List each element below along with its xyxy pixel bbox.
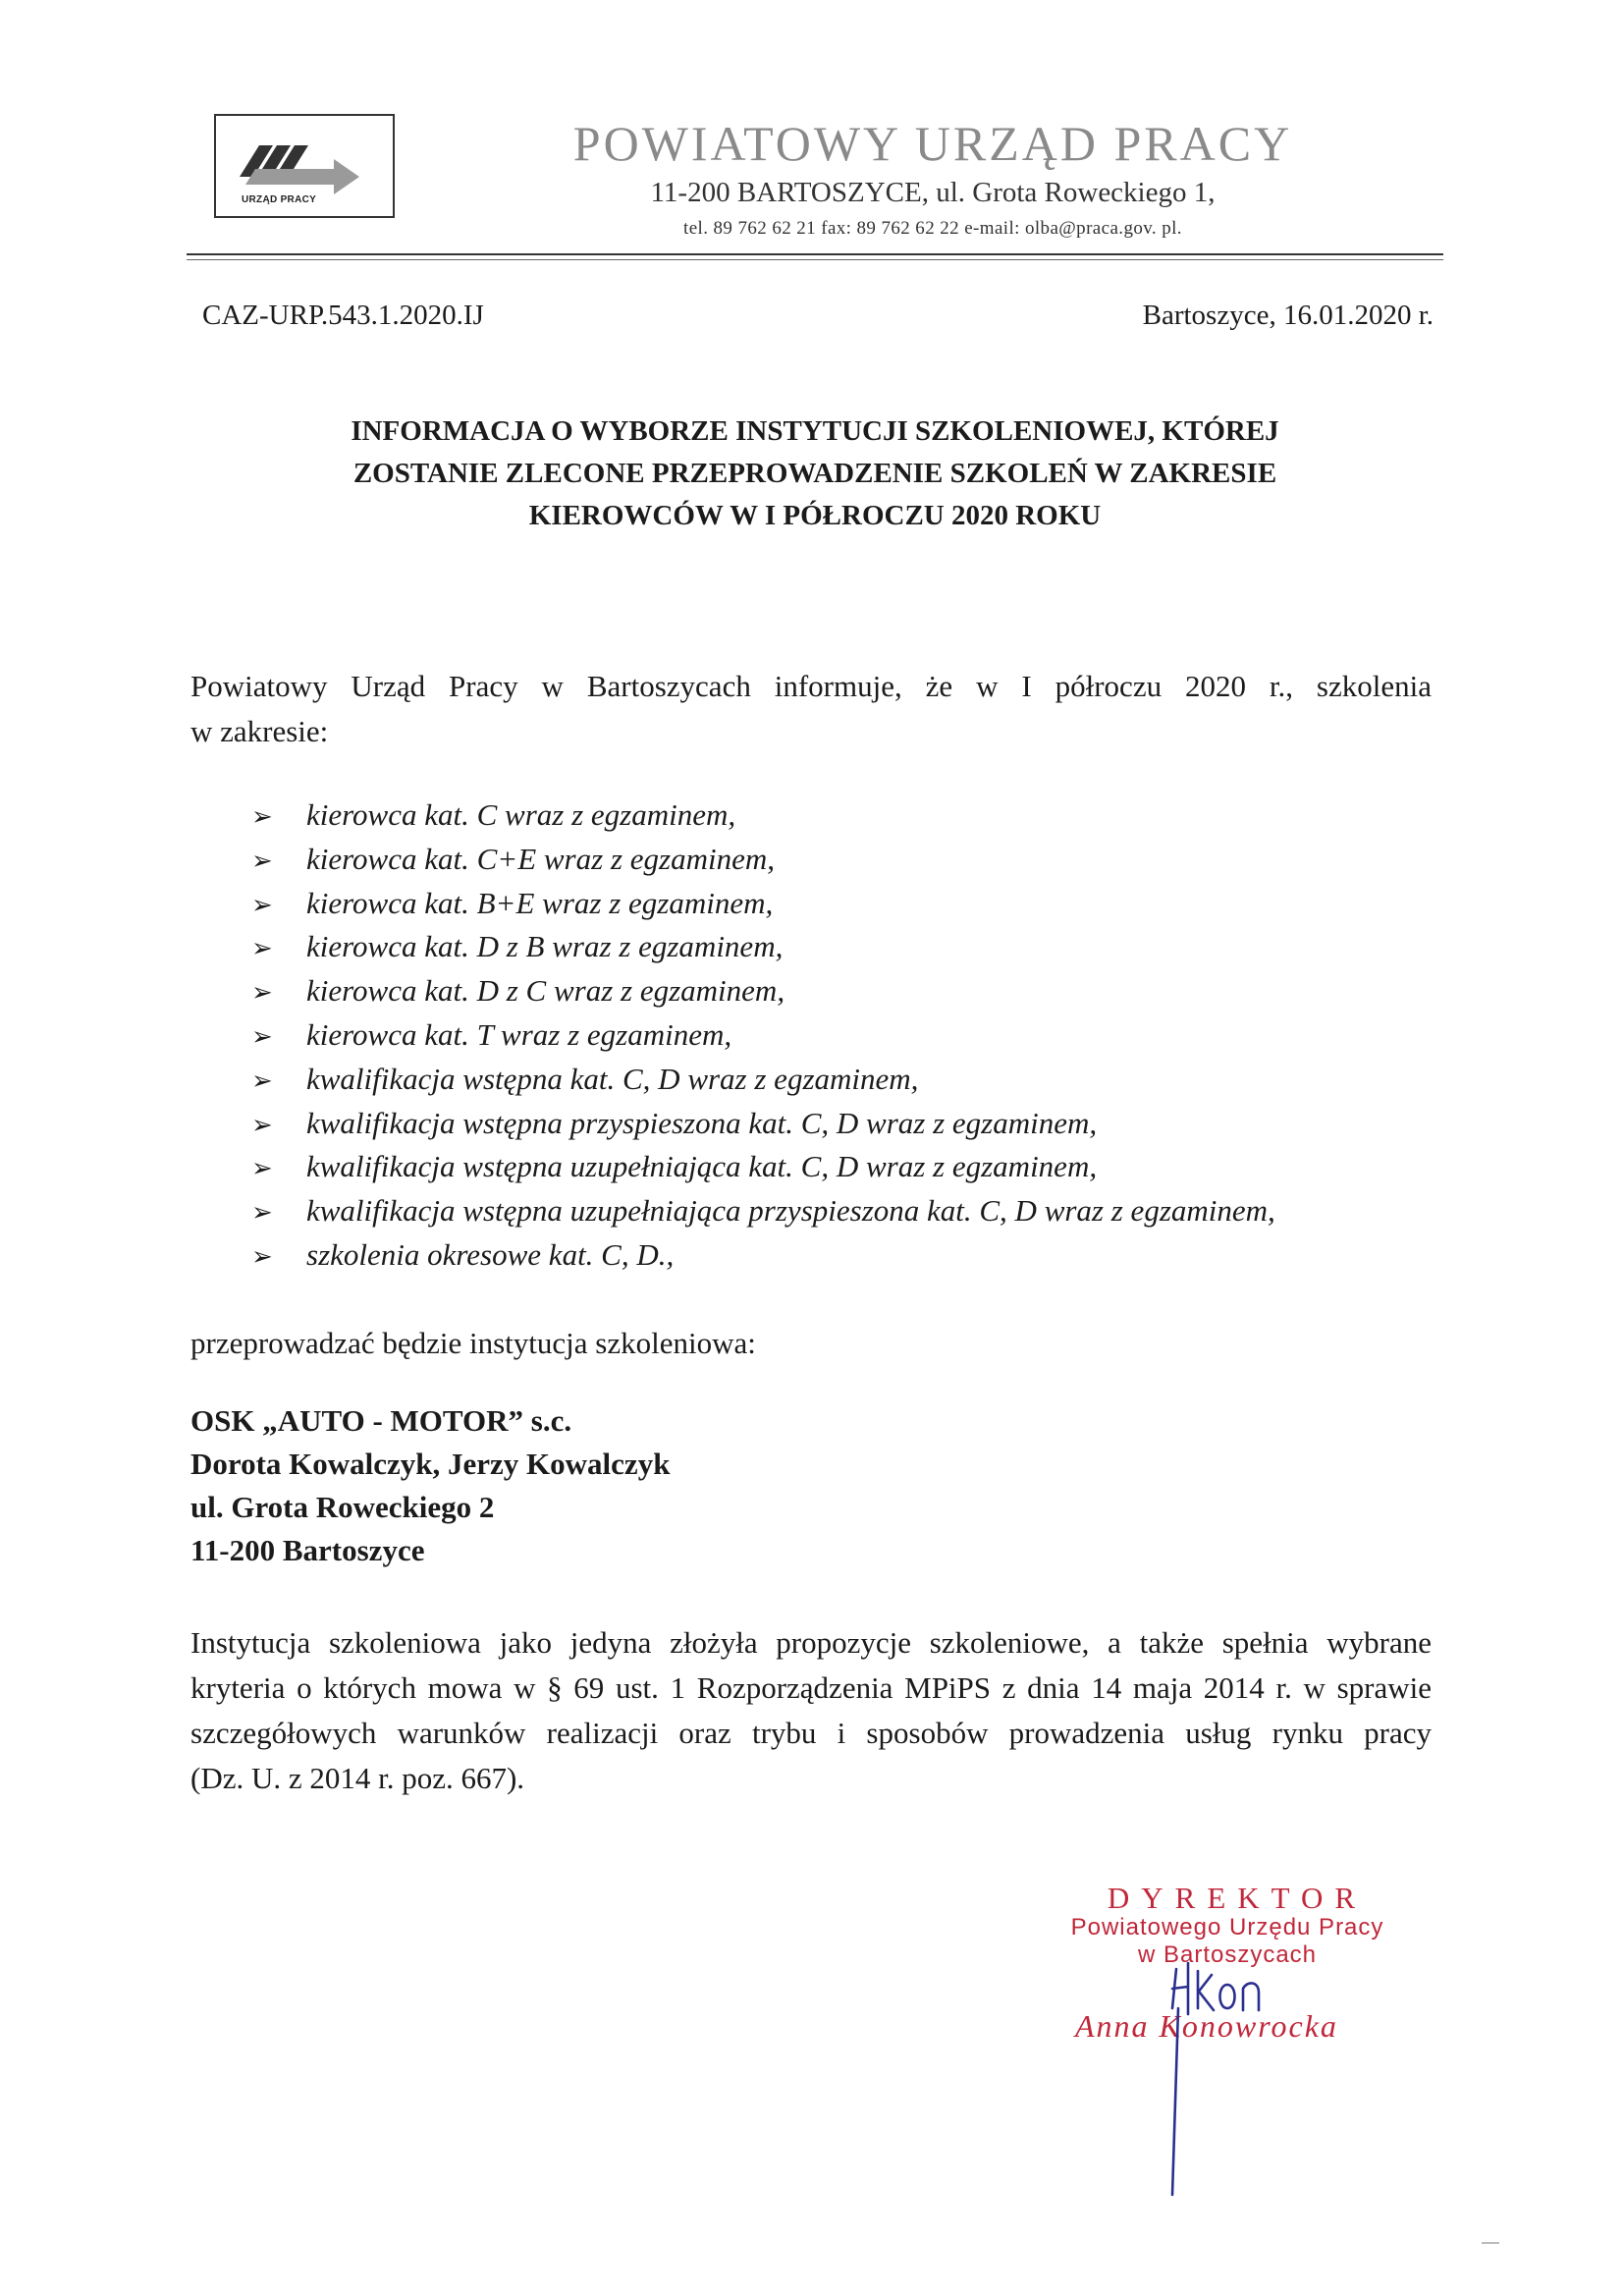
office-contact: tel. 89 762 62 21 fax: 89 762 62 22 e-mail: olba@praca.gov. pl. xyxy=(683,218,1182,239)
course-name: kwalifikacja wstępna uzupełniająca przyspieszona kat. C, D wraz z egzaminem, xyxy=(306,1193,1275,1229)
closing-line: Instytucja szkoleniowa jako jedyna złożyła propozycje szkoleniowe, a także spełnia wybrane xyxy=(190,1625,1432,1660)
institution-name: OSK „AUTO - MOTOR” s.c. xyxy=(190,1403,572,1438)
institution-city: 11-200 Bartoszyce xyxy=(190,1533,425,1567)
course-name: kierowca kat. C wraz z egzaminem, xyxy=(306,797,736,832)
course-name: kierowca kat. T wraz z egzaminem, xyxy=(306,1016,732,1052)
list-item xyxy=(251,882,1430,926)
arrow-bullet-icon: ➢ xyxy=(251,934,273,963)
arrow-bullet-icon: ➢ xyxy=(251,802,273,831)
stamp-office-line: Powiatowego Urzędu Pracy xyxy=(1070,1914,1384,1941)
closing-line: kryteria o których mowa w § 69 ust. 1 Rozporządzenia MPiPS z dnia 14 maja 2014 r. w sprawie xyxy=(190,1670,1432,1705)
intro-paragraph xyxy=(190,664,1432,754)
arrow-bullet-icon: ➢ xyxy=(251,1198,273,1228)
arrow-bullet-icon: ➢ xyxy=(251,1241,273,1271)
course-name: kwalifikacja wstępna przyspieszona kat. C, D wraz z egzaminem, xyxy=(306,1105,1098,1140)
course-name: kwalifikacja wstępna uzupełniająca kat. C, D wraz z egzaminem, xyxy=(306,1149,1098,1184)
title-line: INFORMACJA O WYBORZE INSTYTUCJI SZKOLENIOWEJ, KTÓREJ xyxy=(351,415,1279,447)
reference-number: CAZ-URP.543.1.2020.IJ xyxy=(202,300,484,331)
course-name: kierowca kat. C+E wraz z egzaminem, xyxy=(306,841,775,876)
closing-paragraph xyxy=(190,1620,1432,1801)
course-list xyxy=(251,793,1430,1278)
document-title xyxy=(196,410,1434,537)
course-name: kwalifikacja wstępna kat. C, D wraz z egzaminem, xyxy=(306,1061,919,1096)
list-item xyxy=(251,1102,1430,1146)
list-item xyxy=(251,1013,1430,1058)
header-rule-thin xyxy=(187,259,1443,260)
institution-owners: Dorota Kowalczyk, Jerzy Kowalczyk xyxy=(190,1447,671,1481)
logo-caption: URZĄD PRACY xyxy=(242,194,317,205)
title-line: KIEROWCÓW W I PÓŁROCZU 2020 ROKU xyxy=(528,500,1102,531)
list-item xyxy=(251,793,1430,838)
office-name: POWIATOWY URZĄD PRACY xyxy=(572,116,1293,171)
closing-line: szczegółowych warunków realizacji oraz trybu i sposobów prowadzenia usług rynku pracy xyxy=(190,1716,1432,1750)
arrow-bullet-icon: ➢ xyxy=(251,1154,273,1183)
course-name: kierowca kat. D z C wraz z egzaminem, xyxy=(306,973,785,1009)
course-name: kierowca kat. B+E wraz z egzaminem, xyxy=(306,885,774,920)
list-item xyxy=(251,1058,1430,1102)
letter-date: Bartoszyce, 16.01.2020 r. xyxy=(1142,300,1434,331)
office-address: 11-200 BARTOSZYCE, ul. Grota Roweckiego 1, xyxy=(650,177,1216,208)
arrow-bullet-icon: ➢ xyxy=(251,1110,273,1139)
course-name: kierowca kat. D z B wraz z egzaminem, xyxy=(306,929,784,964)
scan-artifact xyxy=(1482,2242,1499,2244)
title-line: ZOSTANIE ZLECONE PRZEPROWADZENIE SZKOLEŃ W ZAKRESIE xyxy=(352,458,1277,489)
intro-line: Powiatowy Urząd Pracy w Bartoszycach informuje, że w I półroczu 2020 r., szkolenia xyxy=(190,669,1432,703)
stamp-city-line: w Bartoszycach xyxy=(1137,1941,1318,1968)
course-name: szkolenia okresowe kat. C, D., xyxy=(306,1236,675,1272)
closing-line: (Dz. U. z 2014 r. poz. 667). xyxy=(190,1761,525,1795)
arrow-bullet-icon: ➢ xyxy=(251,890,273,919)
list-item xyxy=(251,1145,1430,1189)
institution-street: ul. Grota Roweckiego 2 xyxy=(190,1490,495,1524)
list-item xyxy=(251,1189,1430,1233)
arrow-bullet-icon: ➢ xyxy=(251,1066,273,1095)
list-item xyxy=(251,925,1430,969)
handwritten-signature xyxy=(1149,1949,1286,2205)
arrow-bullet-icon: ➢ xyxy=(251,846,273,875)
list-item xyxy=(251,969,1430,1013)
institution-address xyxy=(190,1399,670,1572)
office-logo xyxy=(214,114,395,218)
arrow-bullet-icon: ➢ xyxy=(251,978,273,1008)
header-rule xyxy=(187,253,1443,255)
stamp-title: DYREKTOR xyxy=(1107,1881,1368,1915)
intro-line: w zakresie: xyxy=(190,714,329,748)
list-item xyxy=(251,1233,1430,1278)
stamp-director-name: Anna Konowrocka xyxy=(1075,2008,1338,2044)
list-item xyxy=(251,838,1430,882)
conducted-by-text: przeprowadzać będzie instytucja szkoleniowa: xyxy=(190,1326,756,1360)
arrow-bullet-icon: ➢ xyxy=(251,1021,273,1051)
